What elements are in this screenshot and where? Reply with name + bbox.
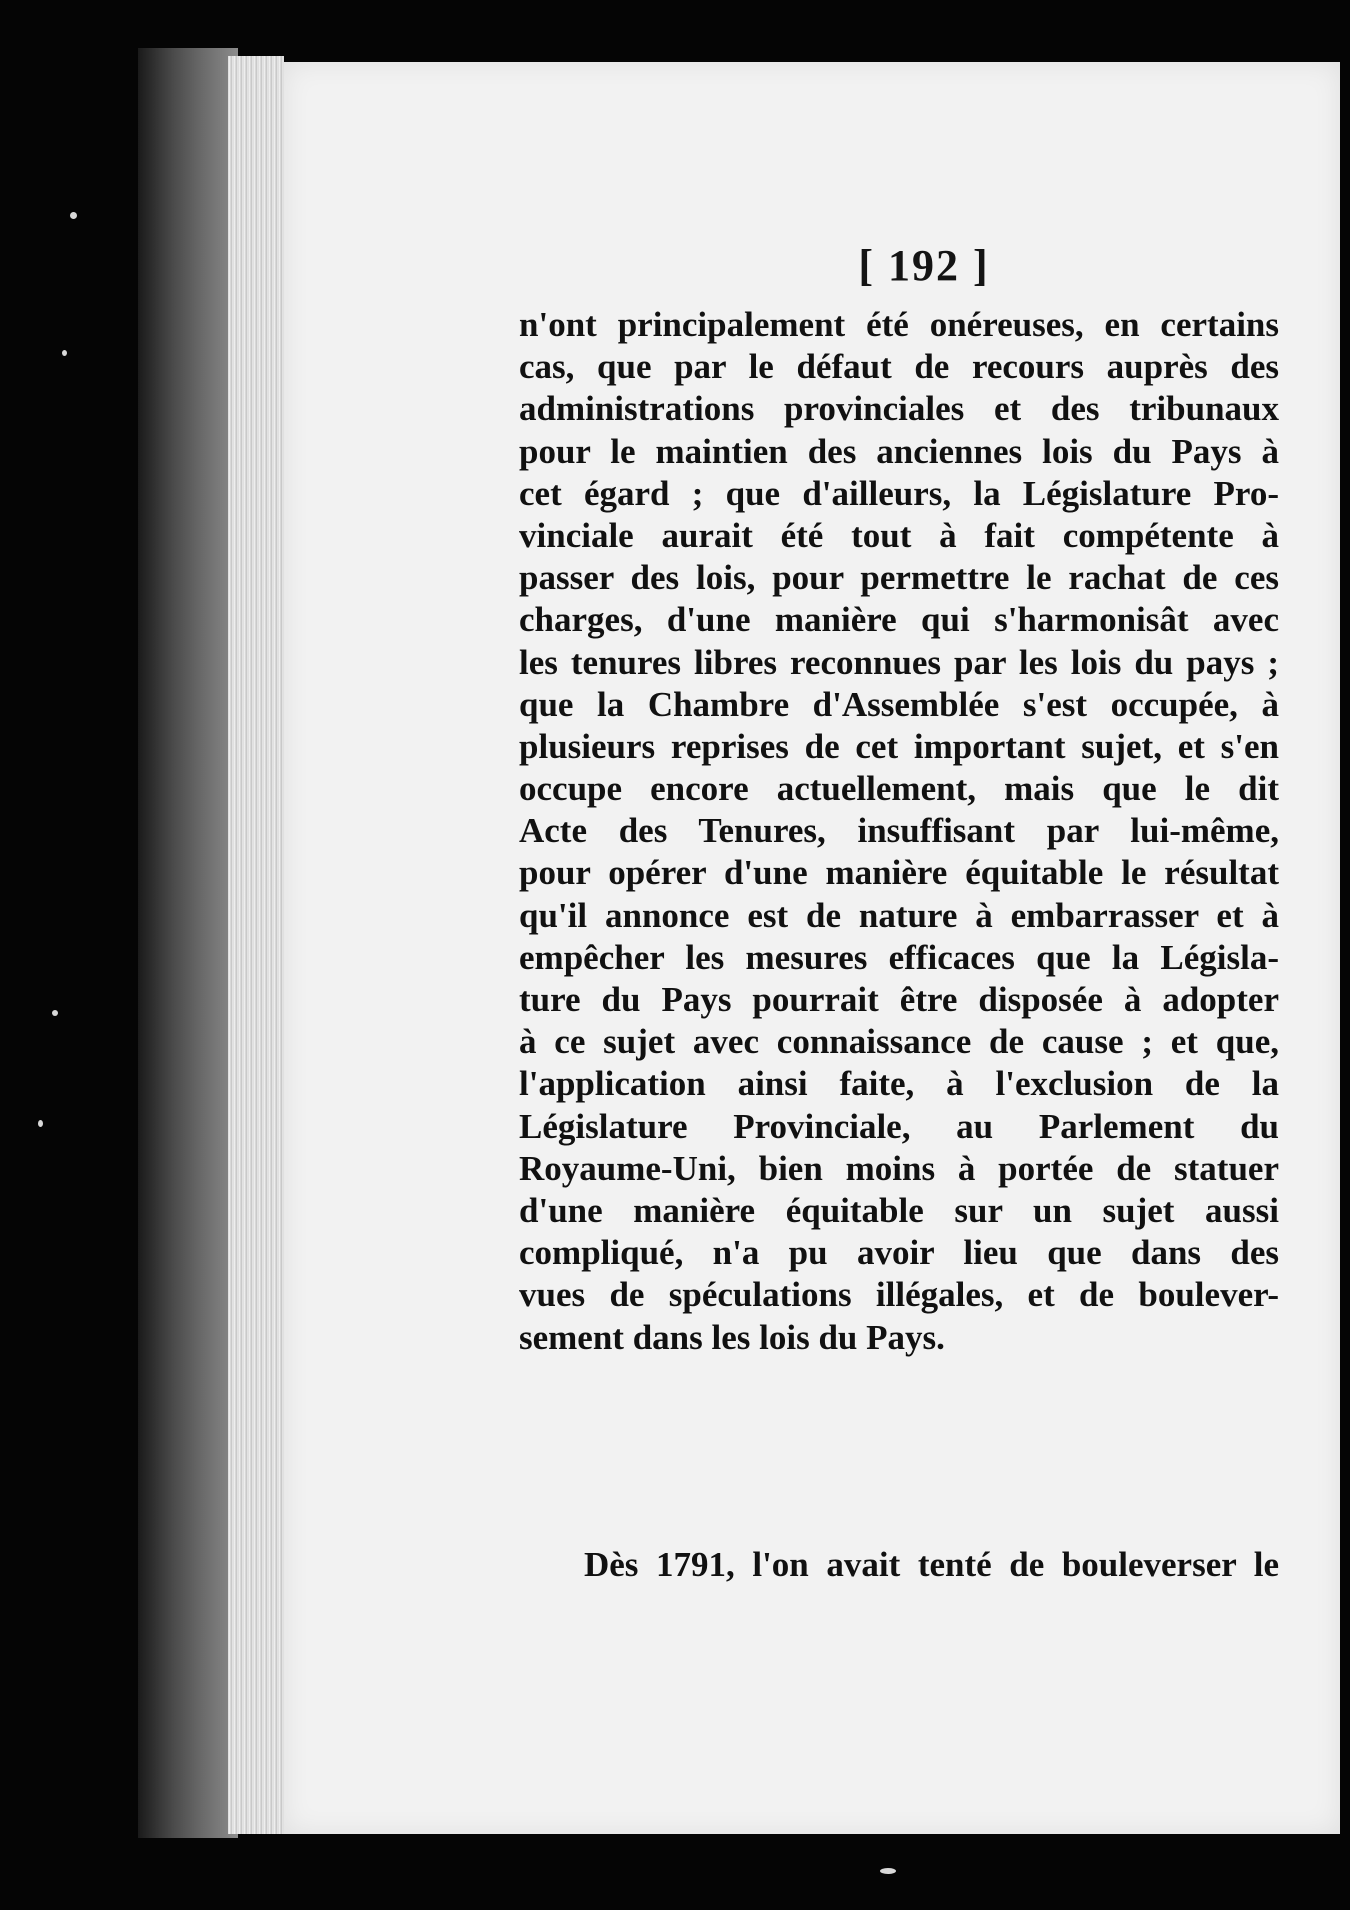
text-line: pour le maintien des anciennes lois du Pays à <box>519 431 1279 471</box>
text-line: Acte des Tenures, insuffisant par lui-même, <box>519 811 1279 851</box>
text-line: que la Chambre d'Assemblée s'est occupée, à <box>519 684 1279 724</box>
text-line: d'une manière équitable sur un sujet aussi <box>519 1190 1279 1230</box>
scan-speck <box>62 350 67 356</box>
text-line: ture du Pays pourrait être disposée à adopter <box>519 980 1279 1019</box>
paragraph-1 <box>519 304 1279 1359</box>
text-line: vues de spéculations illégales, et de boulever- <box>519 1275 1279 1315</box>
text-line: Dès 1791, l'on avait tenté de bouleverser le <box>584 1545 1279 1584</box>
text-line: sement dans les lois du Pays. <box>519 1317 945 1357</box>
text-line: administrations provinciales et des tribunaux <box>519 389 1279 429</box>
text-line: occupe encore actuellement, mais que le dit <box>519 769 1279 809</box>
text-line: les tenures libres reconnues par les lois du pays ; <box>519 642 1279 682</box>
text-line: vinciale aurait été tout à fait compétente à <box>519 515 1279 555</box>
text-line: passer des lois, pour permettre le rachat de ces <box>519 558 1279 598</box>
text-line: Royaume-Uni, bien moins à portée de statuer <box>519 1148 1279 1188</box>
text-line: compliqué, n'a pu avoir lieu que dans des <box>519 1233 1279 1273</box>
scan-speck <box>38 1120 43 1127</box>
text-line: charges, d'une manière qui s'harmonisât avec <box>519 600 1279 640</box>
text-line: plusieurs reprises de cet important sujet, et s'en <box>519 726 1279 766</box>
text-line: empêcher les mesures efficaces que la Législa- <box>519 937 1279 977</box>
text-line: à ce sujet avec connaissance de cause ; et que, <box>519 1022 1279 1062</box>
text-line: pour opérer d'une manière équitable le résultat <box>519 853 1279 893</box>
text-line: qu'il annonce est de nature à embarrasser et à <box>519 895 1279 935</box>
paragraph-2 <box>584 1544 1279 1586</box>
scan-speck <box>52 1010 58 1016</box>
text-line: n'ont principalement été onéreuses, en certains <box>519 305 1279 344</box>
page-number: [ 192 ] <box>858 241 990 290</box>
text-line: Législature Provinciale, au Parlement du <box>519 1106 1279 1146</box>
book-spine-edge <box>138 48 238 1838</box>
book-page <box>284 62 1340 1834</box>
page-edges <box>228 56 284 1834</box>
scan-speck <box>880 1868 896 1874</box>
text-line: l'application ainsi faite, à l'exclusion de la <box>519 1064 1279 1104</box>
scan-speck <box>70 212 77 219</box>
text-line: cet égard ; que d'ailleurs, la Législature Pro- <box>519 473 1279 513</box>
text-line: cas, que par le défaut de recours auprès des <box>519 347 1279 387</box>
